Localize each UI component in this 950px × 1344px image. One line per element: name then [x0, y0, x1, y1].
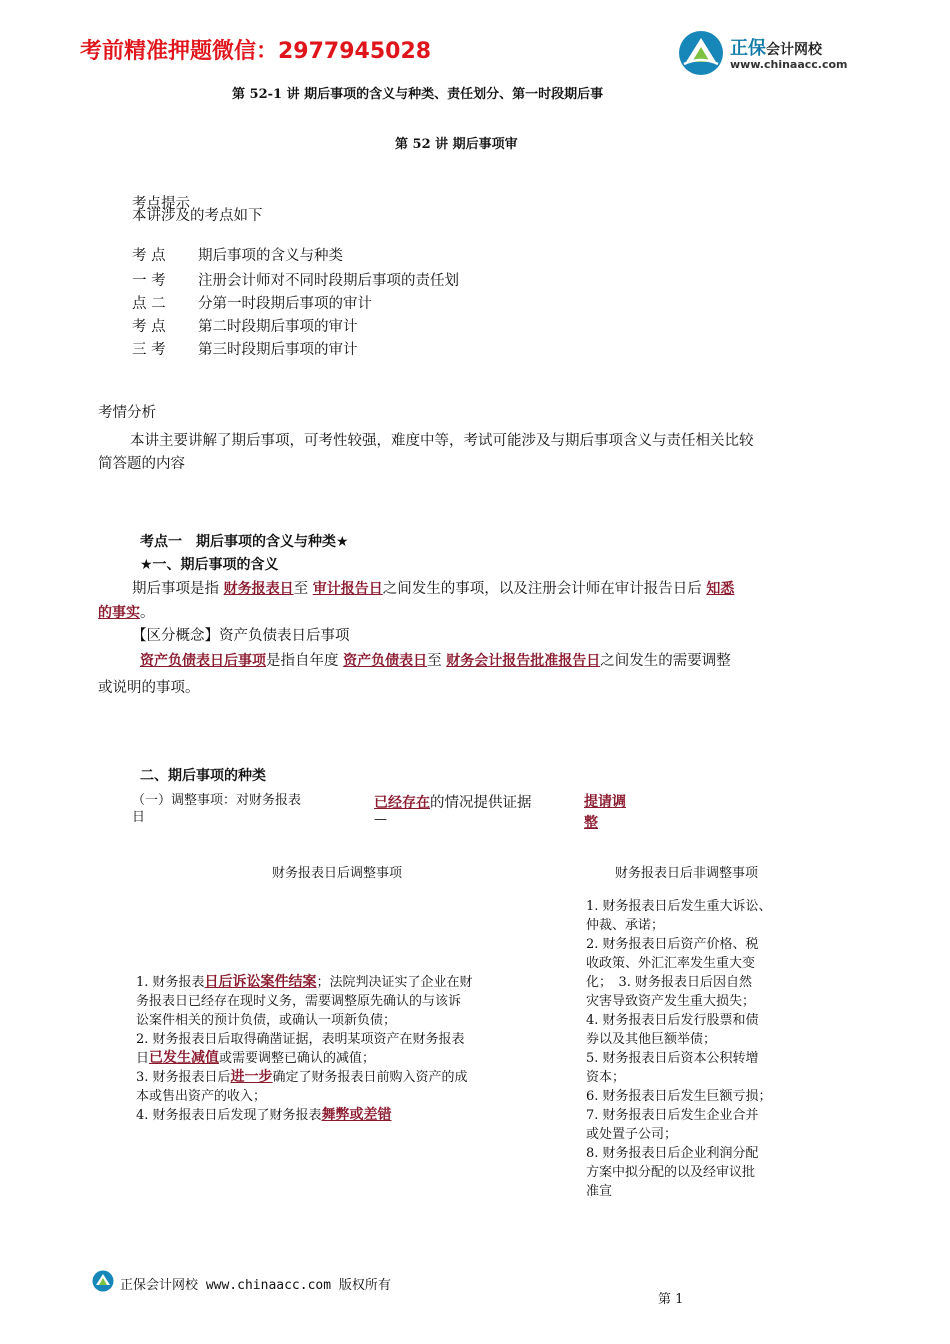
col1-header: 财务报表日后调整事项 [272, 866, 403, 881]
kw-impaired: 已发生减值 [149, 1050, 220, 1066]
adj-item-3-line1: 3. 财务报表日后进一步确定了财务报表日前购入资产的成 [136, 1069, 468, 1085]
non-adj-list [586, 897, 772, 1201]
point-text-4: 第二时段期后事项的审计 [198, 319, 358, 335]
adj-item-1-line1: 1. 财务报表日后诉讼案件结案；法院判决证实了企业在财 [136, 974, 473, 990]
adjusting-events-dash: — [374, 812, 387, 827]
point-tag-2: 一 考 [132, 273, 166, 289]
definition-paragraph-line1: 期后事项是指 财务报表日至 审计报告日之间发生的事项，以及注册会计师在审计报告日后 知悉 [132, 581, 735, 597]
concept-heading: 【区分概念】资产负债表日后事项 [132, 628, 350, 644]
non-adj-line: 4. 财务报表日后发行股票和债 [586, 1013, 759, 1028]
adjusting-events-mid: 已经存在的情况提供证据 [374, 795, 532, 811]
non-adj-line: 仲裁、承诺； [586, 918, 665, 933]
promo-banner: 考前精准押题微信：2977945028 [80, 39, 432, 64]
analysis-line-1: 本讲主要讲解了期后事项，可考性较强，难度中等，考试可能涉及与期后事项含义与责任相关比较 [130, 433, 754, 449]
kw-known: 知悉 [706, 581, 735, 597]
brand-logo [678, 30, 878, 80]
non-adj-line: 或处置子公司； [586, 1127, 678, 1142]
non-adj-line: 方案中拟分配的以及经审议批 [586, 1165, 756, 1180]
non-adj-line: 化； 3. 财务报表日后因自然 [586, 975, 753, 990]
kw-post-balance-sheet-events: 资产负债表日后事项 [140, 653, 266, 669]
adjusting-events-prefix-2: 日 [132, 810, 146, 825]
non-adj-line: 收政策、外汇汇率发生重大变 [586, 956, 756, 971]
non-adj-line: 灾害导致资产发生重大损失； [586, 994, 756, 1009]
non-adj-line: 券以及其他巨额举债； [586, 1032, 717, 1047]
section1-title: 考点一 期后事项的含义与种类★ [140, 534, 349, 550]
footer-logo-icon [92, 1270, 114, 1292]
point-text-2: 注册会计师对不同时段期后事项的责任划 [198, 273, 459, 289]
adj-item-1-line2: 务报表日已经存在现时义务，需要调整原先确认的与该诉 [136, 994, 462, 1009]
lecture-subtitle-clipped: 第 52 讲 期后事项审 [395, 137, 518, 152]
point-text-3: 分第一时段期后事项的审计 [198, 296, 372, 312]
point-text-1: 期后事项的含义与种类 [198, 248, 343, 264]
exam-tips-clipped-line: 本讲涉及的考点如下 [132, 208, 263, 224]
kw-financial-statement-date: 财务报表日 [223, 581, 294, 597]
kw-request-adjust-2: 整 [584, 815, 598, 831]
non-adj-line: 8. 财务报表日后企业利润分配 [586, 1146, 759, 1161]
balance-sheet-paragraph-line1: 资产负债表日后事项是指自年度 资产负债表日至 财务会计报告批准报告日之间发生的需要调整 [140, 653, 731, 669]
non-adj-line: 7. 财务报表日后发生企业合并 [586, 1108, 759, 1123]
adj-item-1-line3: 讼案件相关的预计负债，或确认一项新负债； [136, 1013, 397, 1028]
adj-item-3-line2: 本或售出资产的收入； [136, 1089, 267, 1104]
footer-page-clipped: 第 1 [658, 1292, 684, 1307]
analysis-line-2-clipped: 简答题的内容 [98, 456, 185, 472]
kw-balance-sheet-date: 资产负债表日 [343, 653, 428, 669]
point-tag-1: 考 点 [132, 248, 166, 264]
kw-fraud-or-error: 舞弊或差错 [321, 1107, 392, 1123]
non-adj-line: 6. 财务报表日后发生巨额亏损； [586, 1089, 772, 1104]
kw-request-adjust: 提请调 [584, 794, 626, 810]
brand-name: 正保会计网校 [730, 38, 822, 59]
point-tag-5: 三 考 [132, 342, 166, 358]
non-adj-line: 资本； [586, 1070, 626, 1085]
section1-sub1: ★一、期后事项的含义 [140, 557, 279, 573]
balance-sheet-paragraph-line2: 或说明的事项。 [98, 680, 200, 696]
exam-tips-heading: 考点提示 [132, 196, 190, 212]
col2-header: 财务报表日后非调整事项 [615, 866, 759, 881]
analysis-heading: 考情分析 [98, 405, 156, 421]
lecture-title-clipped: 第 52-1 讲 期后事项的含义与种类、责任划分、第一时段期后事 [232, 87, 604, 102]
point-text-5: 第三时段期后事项的审计 [198, 342, 358, 358]
adjusting-events-prefix: （一）调整事项：对财务报表 [132, 793, 302, 808]
kw-approval-date: 财务会计报告批准报告日 [446, 653, 601, 669]
non-adj-line: 5. 财务报表日后资本公积转增 [586, 1051, 759, 1066]
section2-title: 二、期后事项的种类 [140, 768, 266, 784]
kw-lawsuit-closed: 日后诉讼案件结案 [204, 974, 317, 990]
kw-already-existing: 已经存在 [374, 795, 430, 811]
point-tag-4: 考 点 [132, 319, 166, 335]
adj-item-2-line1: 2. 财务报表日后取得确凿证据，表明某项资产在财务报表 [136, 1032, 465, 1047]
non-adj-line: 2. 财务报表日后资产价格、税 [586, 937, 759, 952]
brand-logo-icon [678, 30, 724, 76]
adj-item-4: 4. 财务报表日后发现了财务报表舞弊或差错 [136, 1107, 392, 1123]
kw-audit-report-date: 审计报告日 [312, 581, 383, 597]
non-adj-line: 准宣 [586, 1184, 613, 1199]
definition-paragraph-line2: 的事实。 [98, 605, 155, 621]
kw-further: 进一步 [230, 1069, 273, 1085]
adj-item-2-line2: 日已发生减值或需要调整已确认的减值； [136, 1050, 376, 1066]
brand-url: www.chinaacc.com [730, 58, 848, 71]
footer-copyright: 正保会计网校 www.chinaacc.com 版权所有 [120, 1278, 391, 1293]
non-adj-line: 1. 财务报表日后发生重大诉讼、 [586, 899, 772, 914]
point-tag-3: 点 二 [132, 296, 166, 312]
kw-facts: 的事实 [98, 605, 140, 621]
